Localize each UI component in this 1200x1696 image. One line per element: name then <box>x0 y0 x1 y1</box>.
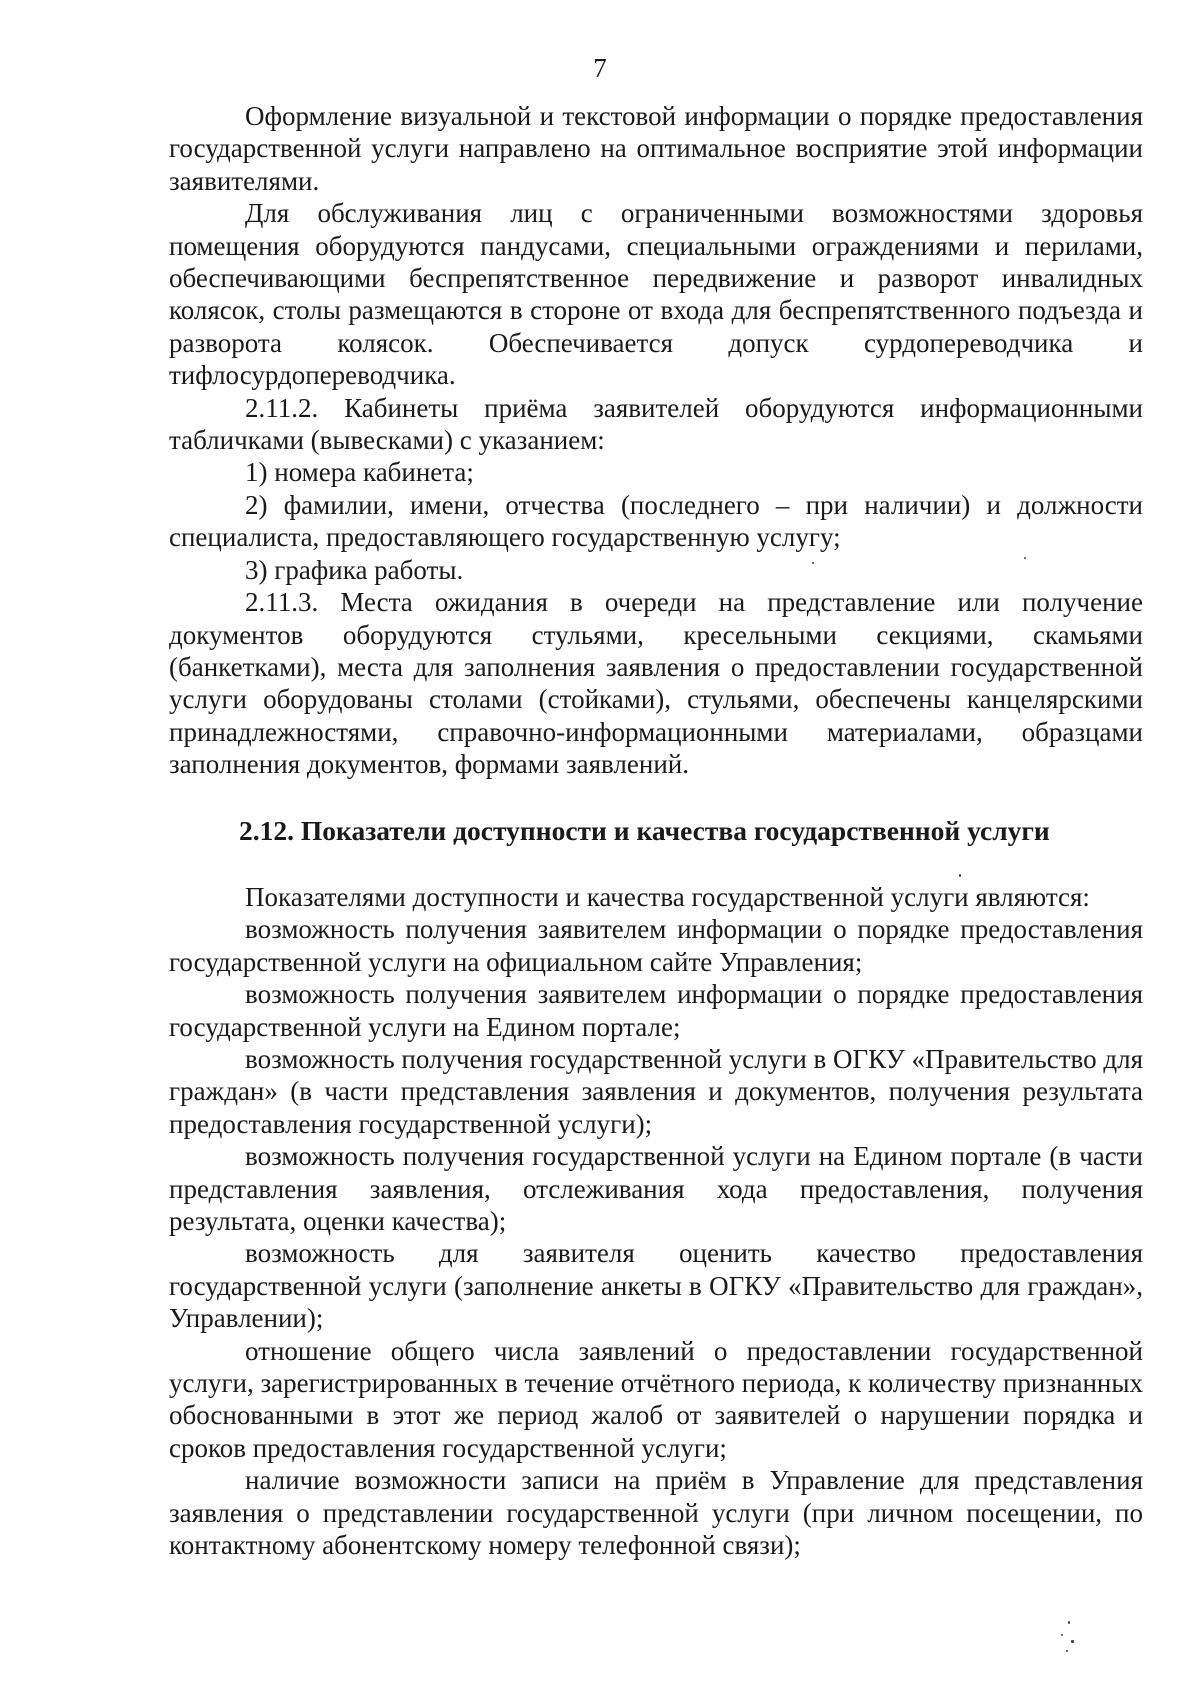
page-content <box>169 100 1143 1561</box>
indicator-item: наличие возможности записи на приём в Управление для представления заявления о представлении государственной услуги (при личном посещении, по контактному абонентскому номеру телефонной связи); <box>169 1465 1143 1561</box>
scan-speck <box>1068 1621 1070 1624</box>
indicator-item: возможность получения заявителем информации о порядке предоставления государственной услуги на Едином портале; <box>169 979 1143 1042</box>
page-number: 7 <box>593 53 607 83</box>
scan-speck <box>959 874 961 877</box>
paragraph-visual-info: Оформление визуальной и текстовой информации о порядке предоставления государственной услуги направлено на оптимальное восприятие этой информации заявителями. <box>169 101 1143 196</box>
paragraph-2-11-2: 2.11.2. Кабинеты приёма заявителей оборудуются информационными табличками (вывесками) с указанием: <box>169 392 1143 456</box>
scan-speck <box>1061 1634 1063 1636</box>
paragraph-accessibility: Для обслуживания лиц с ограниченными возможностями здоровья помещения оборудуются пандусами, специальными ограждениями и перилами, обеспечивающими беспрепятственное передвижение и разворот инвалидных колясок, столы размещаются в стороне от входа для беспрепятственного подъезда и разворота колясок. Обеспечивается допуск сурдопереводчика и тифлосурдопереводчика. <box>169 198 1143 391</box>
indicator-item: отношение общего числа заявлений о предоставлении государственной услуги, зарегистрированных в течение отчётного периода, к количеству признанных обоснованными в этот же период жалоб от заявителей о нарушении порядка и сроков предоставления государственной услуги; <box>169 1335 1143 1463</box>
scan-speck <box>812 562 814 564</box>
indicator-item: возможность получения государственной услуги на Едином портале (в части представления заявления, отслеживания хода предоставления, получения результата, оценки качества); <box>169 1141 1143 1236</box>
scan-speck <box>1071 1640 1074 1643</box>
scan-speck <box>1066 1650 1068 1652</box>
list-item-work-schedule: 3) графика работы. <box>245 554 464 585</box>
indicator-item: возможность для заявителя оценить качество предоставления государственной услуги (заполнение анкеты в ОГКУ «Правительство для граждан», Управлении); <box>169 1238 1143 1334</box>
paragraph-2-11-3: 2.11.3. Места ожидания в очереди на представление или получение документов оборудуются стульями, кресельными секциями, скамьями (банкетками), места для заполнения заявления о предоставлении государственной услуги оборудованы столами (стойками), стульями, обеспечены канцелярскими принадлежностями, справочно-информационными материалами, образцами заполнения документов, формами заявлений. <box>169 587 1143 780</box>
list-item-room-number: 1) номера кабинета; <box>245 457 474 488</box>
scan-speck <box>1024 557 1026 559</box>
indicator-item: возможность получения заявителем информации о порядке предоставления государственной услуги на официальном сайте Управления; <box>169 914 1143 977</box>
indicator-item: возможность получения государственной услуги в ОГКУ «Правительство для граждан» (в части представления заявления и документов, получения результата предоставления государственной услуги); <box>169 1043 1143 1139</box>
section-heading: 2.12. Показатели доступности и качества государственной услуги <box>239 814 1050 846</box>
list-item-specialist-name: 2) фамилии, имени, отчества (последнего – при наличии) и должности специалиста, предоставляющего государственную услугу; <box>169 489 1143 553</box>
paragraph-indicators-intro: Показателями доступности и качества государственной услуги являются: <box>245 881 1090 912</box>
